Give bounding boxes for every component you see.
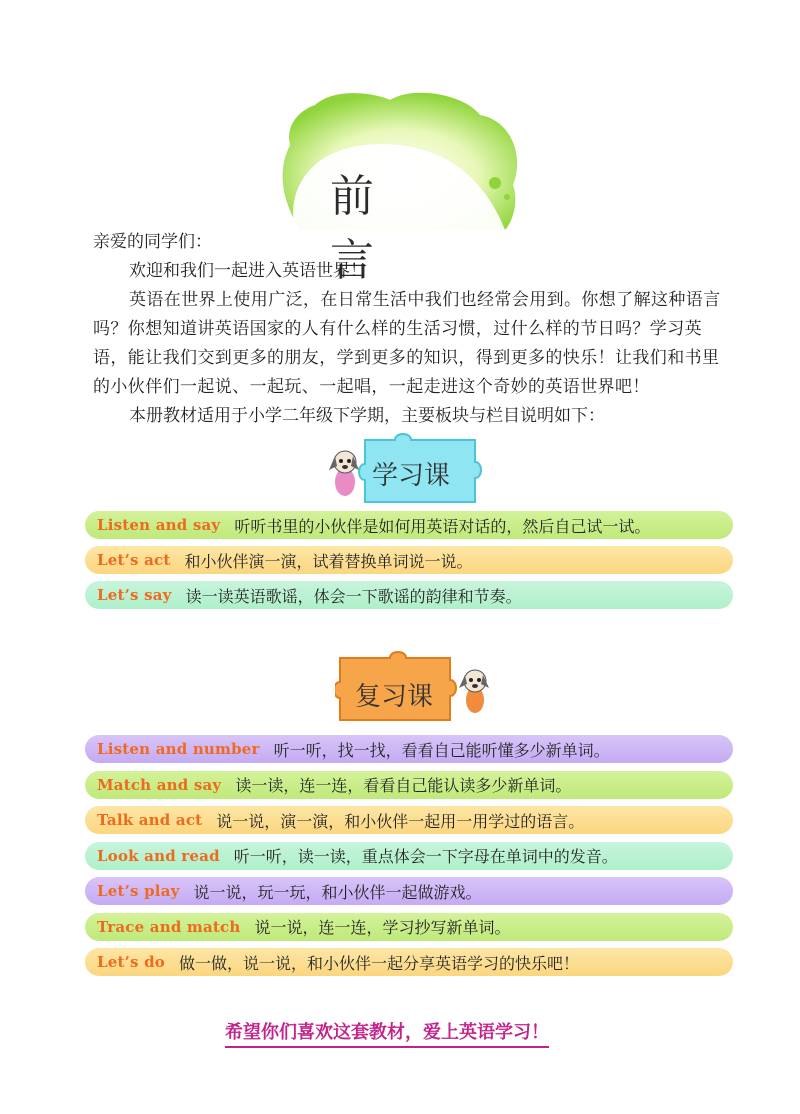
study-item-row [85, 546, 733, 574]
item-key: Talk and act [97, 811, 203, 829]
item-key: Let’s say [97, 586, 172, 604]
page-title: 前 言 [330, 171, 402, 286]
item-key: Let’s do [97, 953, 166, 971]
item-key: Match and say [97, 775, 222, 794]
dog-mascot-icon [329, 451, 359, 496]
review-item-row [85, 842, 733, 870]
item-key: Let’s play [97, 882, 180, 900]
study-item-row [85, 511, 733, 539]
item-description: 听一听，读一读，重点体会一下字母在单词中的发音。 [233, 847, 618, 866]
review-item-row [85, 735, 733, 763]
item-description: 说一说，玩一玩，和小伙伴一起做游戏。 [193, 882, 482, 902]
item-description: 做一做，说一说，和小伙伴一起分享英语学习的快乐吧！ [179, 953, 580, 973]
item-description: 和小伙伴演一演，试着替换单词说一说。 [184, 551, 473, 571]
item-description: 读一读，连一连，看看自己能认读多少新单词。 [235, 776, 572, 795]
review-item-row [85, 913, 733, 941]
item-key: Let’s act [97, 551, 171, 569]
study-item-row [85, 581, 733, 609]
review-item-row [85, 948, 733, 976]
item-key: Look and read [97, 846, 220, 865]
item-key: Listen and say [97, 516, 221, 534]
item-key: Trace and match [97, 917, 241, 936]
item-description: 说一说，连一连，学习抄写新单词。 [254, 918, 511, 937]
intro-paragraph-1: 欢迎和我们一起进入英语世界！ [129, 261, 367, 281]
closing-message: 希望你们喜欢这套教材，爱上英语学习！ [225, 1018, 549, 1048]
item-key: Listen and number [97, 740, 260, 758]
dog-mascot-icon [459, 670, 489, 713]
item-description: 读一读英语歌谣，体会一下歌谣的韵律和节奏。 [185, 586, 522, 606]
item-description: 听听书里的小伙伴是如何用英语对话的，然后自己试一试。 [234, 516, 651, 536]
item-description: 说一说，演一演，和小伙伴一起用一用学过的语言。 [216, 811, 585, 831]
review-item-row [85, 771, 733, 799]
review-item-row [85, 877, 733, 905]
greeting: 亲爱的同学们： [93, 232, 212, 252]
item-description: 听一听，找一找，看看自己能听懂多少新单词。 [273, 740, 610, 760]
review-section-label: 复习课 [355, 682, 434, 712]
study-section-label: 学习课 [372, 461, 451, 491]
review-item-row [85, 806, 733, 834]
intro-paragraph-3: 本册教材适用于小学二年级下学期，主要板块与栏目说明如下： [129, 406, 605, 426]
intro-paragraph-2: 英语在世界上使用广泛，在日常生活中我们也经常会用到。你想了解这种语言吗？你想知道讲英语国家的人有什么样的生活习惯，过什么样的节日吗？学习英语，能让我们交到更多的朋友，学到更多的知识，得到更多的快乐！让我们和书里的小伙伴们一起说、一起玩、一起唱，一起走进这个奇妙的英语世界吧！ [93, 290, 721, 397]
